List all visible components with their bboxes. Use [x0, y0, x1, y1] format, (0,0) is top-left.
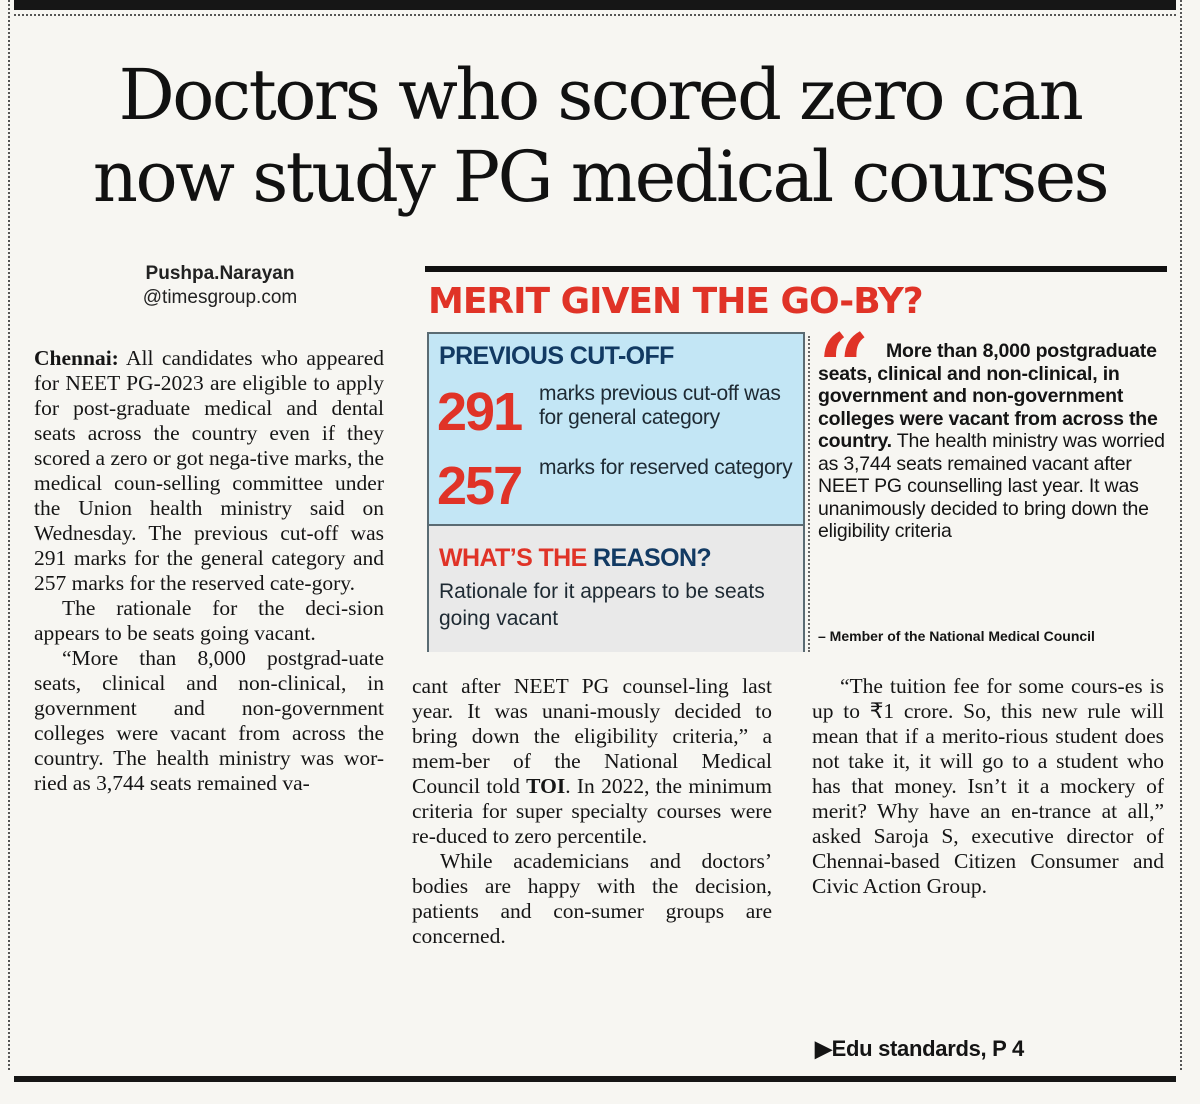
- reason-heading-red: WHAT’S THE: [439, 544, 587, 572]
- article-paragraph: The rationale for the deci-sion appears to be seats going vacant.: [34, 596, 384, 645]
- general-cutoff-value: 291: [437, 382, 522, 442]
- box-title: MERIT GIVEN THE GO-BY?: [428, 281, 923, 322]
- previous-cutoff-heading: PREVIOUS CUT-OFF: [439, 342, 674, 370]
- reserved-cutoff-description: marks for reserved category: [539, 456, 793, 479]
- general-cutoff-description: marks previous cut-off was for general category: [539, 382, 781, 429]
- toi-credit: TOI: [526, 774, 566, 798]
- article-paragraph: [34, 346, 384, 596]
- author-email: @timesgroup.com: [142, 287, 298, 308]
- pull-quote-bold: More than 8,000 postgraduate seats, clinical and non-clinical, in government and non-government colleges were vacant from across the country.: [818, 340, 1158, 452]
- pull-quote-regular: The health ministry was worried as 3,744 seats remained vacant after NEET PG counselling last year. It was unanimously decided to bring down the eligibility criteria: [818, 430, 1165, 542]
- paragraph-text: All candidates who appeared for NEET PG-2023 are eligible to apply for post-graduate medical and dental seats across the country even if they scored a zero or got nega-tive marks, the medical coun-selling committee under the Union health ministry said on Wednesday. The previous cut-off was 291 marks for the general category and 257 marks for the reserved cate-gory.: [34, 346, 384, 595]
- reason-section: [429, 524, 803, 652]
- headline-line-1: Doctors who scored zero can: [118, 54, 1082, 136]
- article-paragraph: While academicians and doctors’ bodies are happy with the decision, patients and con-sumer groups are concerned.: [412, 849, 772, 948]
- box-column-divider: [808, 336, 810, 652]
- pull-quote: [818, 340, 1170, 543]
- reason-heading: [439, 544, 711, 573]
- continued-reference: ▶Edu standards, P 4: [815, 1036, 1024, 1061]
- cutoff-info-panel: [427, 332, 805, 652]
- article-paragraph: [412, 674, 772, 849]
- paragraph-text: . In 2022, the minimum criteria for super specialty courses were re-duced to zero percentile.: [412, 774, 772, 848]
- reason-text: Rationale for it appears to be seats going vacant: [439, 580, 765, 630]
- top-dotted-border: [14, 14, 1176, 16]
- article-column-2: [412, 674, 772, 949]
- right-dotted-border: [1180, 0, 1182, 1070]
- box-top-rule: [425, 266, 1167, 272]
- left-dotted-border: [8, 0, 10, 1070]
- reserved-cutoff-value: 257: [437, 456, 522, 516]
- quote-attribution: – Member of the National Medical Council: [818, 628, 1095, 644]
- paragraph-text: cant after NEET PG counsel-ling last year. It was unani-mously decided to bring down the eligibility criteria,” a mem-ber of the National Medical Council told: [412, 674, 772, 798]
- previous-cutoff-section: [429, 334, 803, 524]
- article-paragraph: “More than 8,000 postgrad-uate seats, clinical and non-clinical, in government and non-government colleges were vacant from across the country. The health ministry was wor-ried as 3,744 seats remained va-: [34, 646, 384, 795]
- headline: [20, 54, 1180, 218]
- article-column-3: [812, 674, 1164, 899]
- dateline: Chennai:: [34, 346, 119, 370]
- article-column-1: [34, 346, 384, 796]
- byline: [32, 262, 408, 310]
- article-paragraph: “The tuition fee for some cours-es is up to ₹1 crore. So, this new rule will mean that if a merito-rious student does not take it, it will go to a student who has that money. Isn’t it a mockery of merit? Why have an en-trance at all,” asked Saroja S, executive director of Chennai-based Citizen Consumer and Civic Action Group.: [812, 674, 1164, 898]
- reason-heading-dark: REASON?: [593, 544, 712, 572]
- headline-line-2: now study PG medical courses: [92, 136, 1108, 218]
- quote-mark-icon: “: [818, 314, 870, 420]
- top-rule: [14, 0, 1176, 10]
- author-name: Pushpa.Narayan: [145, 263, 295, 284]
- bottom-rule: [14, 1076, 1176, 1082]
